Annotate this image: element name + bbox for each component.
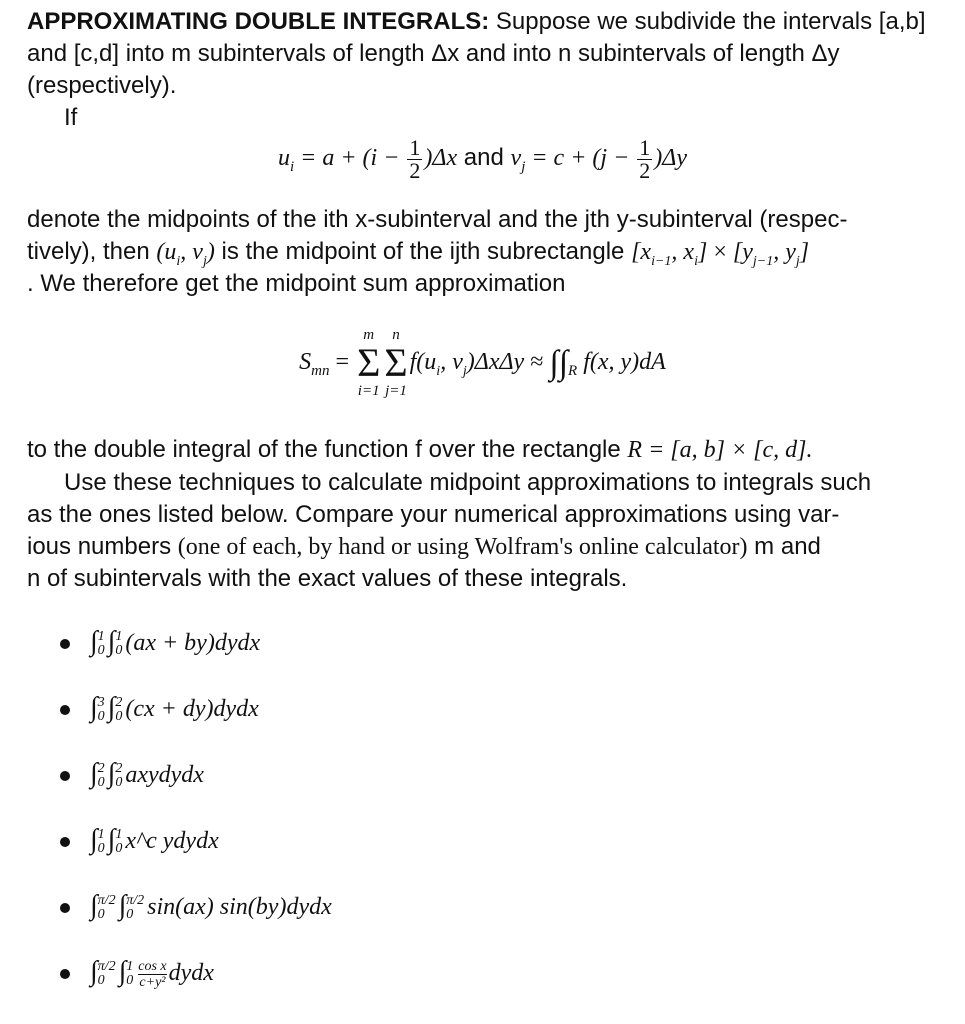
integrand-4: x^c ydydx xyxy=(125,828,219,854)
wolfram-note: (one of each, by hand or using Wolfram's online calculator) xyxy=(177,534,748,560)
intro-paragraph xyxy=(27,6,942,102)
and-word: and xyxy=(457,144,511,171)
s-symbol: S xyxy=(299,349,312,375)
bullet-icon xyxy=(60,639,70,649)
closing-line1: to the double integral of the function f over the rectangle R = [a, b] × [c, d]. xyxy=(27,436,813,463)
bullet-icon xyxy=(60,969,70,979)
half-fraction-2: $\frac{1}{2}$ xyxy=(639,134,651,183)
midpoint-paragraph-line3: . We therefore get the midpoint sum approximation xyxy=(27,270,566,297)
sum-j: n Σ j=1 xyxy=(384,327,408,400)
ui-subscript: i xyxy=(289,158,295,175)
subrectangle: [$x_{i-1}$, $x_i] \times [y_{j-1}$, $y_j$] xyxy=(631,239,810,269)
sum-body: f(u xyxy=(409,349,437,375)
integral-expression-5: ∫ π/2 0 ∫ π/2 0 sin(ax) sin(by)dydx xyxy=(90,890,332,923)
midpoint-paragraph-line1: denote the midpoints of the ith x-subinterval and the jth y-subinterval (respec- xyxy=(27,206,848,233)
integral-expression-3: ∫ 2 0 ∫ 2 0 axydydx xyxy=(90,758,204,791)
integrand-fraction: $\frac{\text{cos x}}{\text{c+y²}}$ xyxy=(138,958,167,990)
vj-subscript: j xyxy=(521,158,526,175)
section-heading: APPROXIMATING DOUBLE INTEGRALS: xyxy=(27,8,490,35)
midpoint-pair: ($u_i$, $v_j$) xyxy=(156,239,215,269)
intro-text: Suppose we subdivide the intervals [a,b] and [c,d] into m subintervals of length Δx and into n subintervals of length Δy (respectively). xyxy=(27,8,926,99)
midpoint-formula xyxy=(0,128,965,197)
list-item xyxy=(60,950,940,1016)
integral-expression-1: ∫ 1 0 ∫ 1 0 (ax + by)dydx xyxy=(90,626,261,659)
ui-symbol: u xyxy=(277,145,290,171)
closing-line5: n of subintervals with the exact values of these integrals. xyxy=(27,565,628,592)
double-integral-sign: ∫∫ xyxy=(549,344,569,382)
rectangle-definition: R = [a, b] × [c, d]. xyxy=(627,437,813,463)
bullet-icon xyxy=(60,903,70,913)
ui-tail: )Δx xyxy=(424,145,458,171)
integral-body: f(x, y)dA xyxy=(583,349,666,375)
list-item xyxy=(60,884,940,950)
s-subscript: mn xyxy=(311,362,330,379)
midpoint-sum-formula: $S_{mn}$ = m Σ i=1 n Σ j=1 $f(u_i$, $v_j)\Delta x\Delta y \approx \int\int_R$ f(x, y)dA xyxy=(299,327,666,400)
sum-i: m Σ i=1 xyxy=(357,327,381,400)
list-item xyxy=(60,818,940,884)
list-item xyxy=(60,620,940,686)
bullet-icon xyxy=(60,705,70,715)
integral-expression-4: ∫ 1 0 ∫ 1 0 x^c ydydx xyxy=(90,824,219,857)
closing-line3: as the ones listed below. Compare your numerical approximations using var- xyxy=(27,501,840,528)
closing-line2: Use these techniques to calculate midpoint approximations to integrals such xyxy=(64,469,872,496)
integral-list xyxy=(60,620,940,1016)
integral-expression-6: ∫ π/2 0 ∫ 1 0 $\frac{\text{cos x}}{\text{c+y²}}$ dydx xyxy=(90,956,214,990)
closing-line4: ious numbers (one of each, by hand or using Wolfram's online calculator) m and xyxy=(27,533,821,560)
integral-expression-2: ∫ 3 0 ∫ 2 0 (cx + dy)dydx xyxy=(90,692,259,725)
vj-definition: = c + (j − xyxy=(525,145,636,171)
vj-symbol: v xyxy=(510,145,522,171)
region-subscript: R xyxy=(568,362,578,379)
list-item xyxy=(60,686,940,752)
half-fraction-1: $\frac{1}{2}$ xyxy=(409,134,421,183)
bullet-icon xyxy=(60,837,70,847)
ui-definition: = a + (i − xyxy=(294,145,406,171)
list-item xyxy=(60,752,940,818)
vj-tail: )Δy xyxy=(654,145,687,171)
bullet-icon xyxy=(60,771,70,781)
if-label: If xyxy=(64,104,78,131)
midpoint-paragraph-line2: tively), then ($u_i$, $v_j$) is the midpoint of the ijth subrectangle [$x_{i-1}$, $x_i] \times [y_{j-1}$, $y_j$] xyxy=(27,238,810,269)
